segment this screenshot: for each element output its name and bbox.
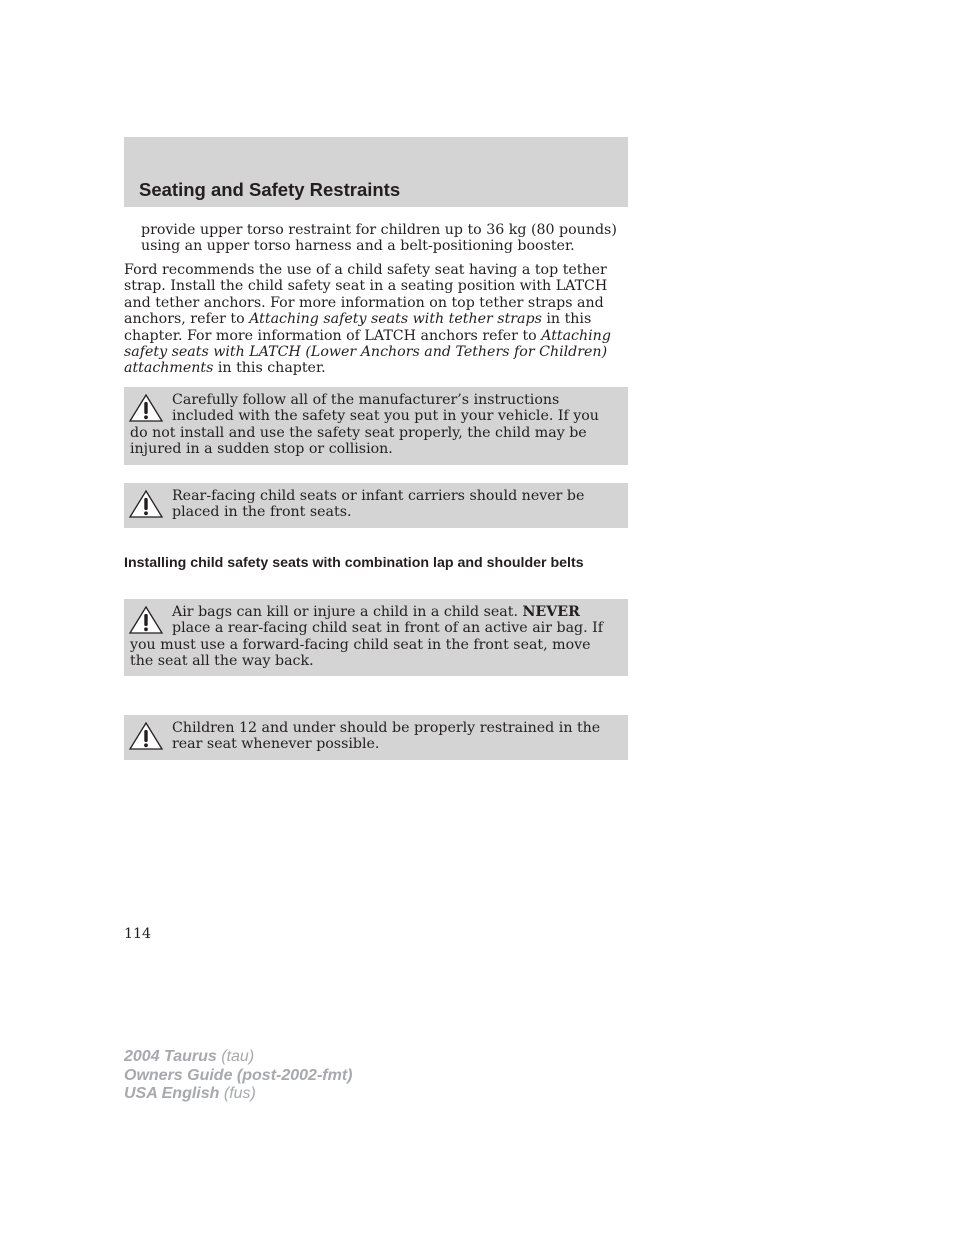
paragraph-text: in this chapter. For more information of LATCH anchors refer to — [124, 311, 592, 344]
cross-reference-tether: Attaching safety seats with tether straps — [249, 311, 542, 328]
footer-line — [124, 1067, 352, 1086]
page-number: 114 — [124, 926, 152, 942]
warning-text — [124, 599, 628, 677]
warning-triangle-icon — [128, 605, 164, 635]
section-title: Seating and Safety Restraints — [139, 179, 401, 200]
warning-text: Children 12 and under should be properly restrained in the rear seat whenever possible. — [172, 720, 601, 753]
paragraph-text: in this chapter. — [213, 360, 326, 377]
paragraph-text: Ford recommends the use of a child safety seat having a top tether strap. Install the child safety seat in a seating position with LATCH and tether anchors. For more information on top tether straps and anchors, refer to — [124, 262, 608, 328]
footer-line — [124, 1085, 352, 1104]
footer-model-code: (tau) — [216, 1048, 255, 1065]
warning-triangle-icon — [128, 721, 164, 751]
cross-reference-latch: Attaching safety seats with LATCH (Lower Anchors and Tethers for Children) attachments — [124, 327, 611, 377]
subheading: Installing child safety seats with combination lap and shoulder belts — [124, 555, 584, 571]
warning-text-part: Air bags can kill or injure a child in a child seat. — [172, 604, 523, 620]
warning-box — [124, 599, 628, 676]
warning-triangle-icon — [128, 489, 164, 519]
warning-box — [124, 483, 628, 528]
continued-paragraph: provide upper torso restraint for children up to 36 kg (80 pounds) using an upper torso harness and a belt-positioning booster. — [141, 222, 617, 255]
warning-box — [124, 715, 628, 760]
footer-line — [124, 1048, 352, 1067]
footer-language: USA English — [124, 1085, 220, 1102]
warning-triangle-icon — [128, 393, 164, 423]
footer-language-code: (fus) — [219, 1085, 256, 1102]
footer-guide: Owners Guide (post-2002-fmt) — [124, 1066, 353, 1084]
header-band — [124, 137, 628, 207]
document-footer — [124, 1048, 352, 1104]
warning-text-part: place a rear-facing child seat in front of an active air bag. If you must use a forward-facing child seat in the front seat, move the seat all the way back. — [130, 620, 603, 670]
warning-text: Rear-facing child seats or infant carriers should never be placed in the front seats. — [172, 488, 585, 521]
latch-paragraph — [124, 262, 630, 377]
footer-model: 2004 Taurus — [124, 1048, 217, 1065]
warning-text: Carefully follow all of the manufacturer’s instructions included with the safety seat you put in your vehicle. If you do not install and use the safety seat properly, the child may be injured in a sudden stop or collision. — [130, 392, 599, 458]
warning-emphasis: NEVER — [522, 604, 580, 620]
warning-box — [124, 387, 628, 465]
